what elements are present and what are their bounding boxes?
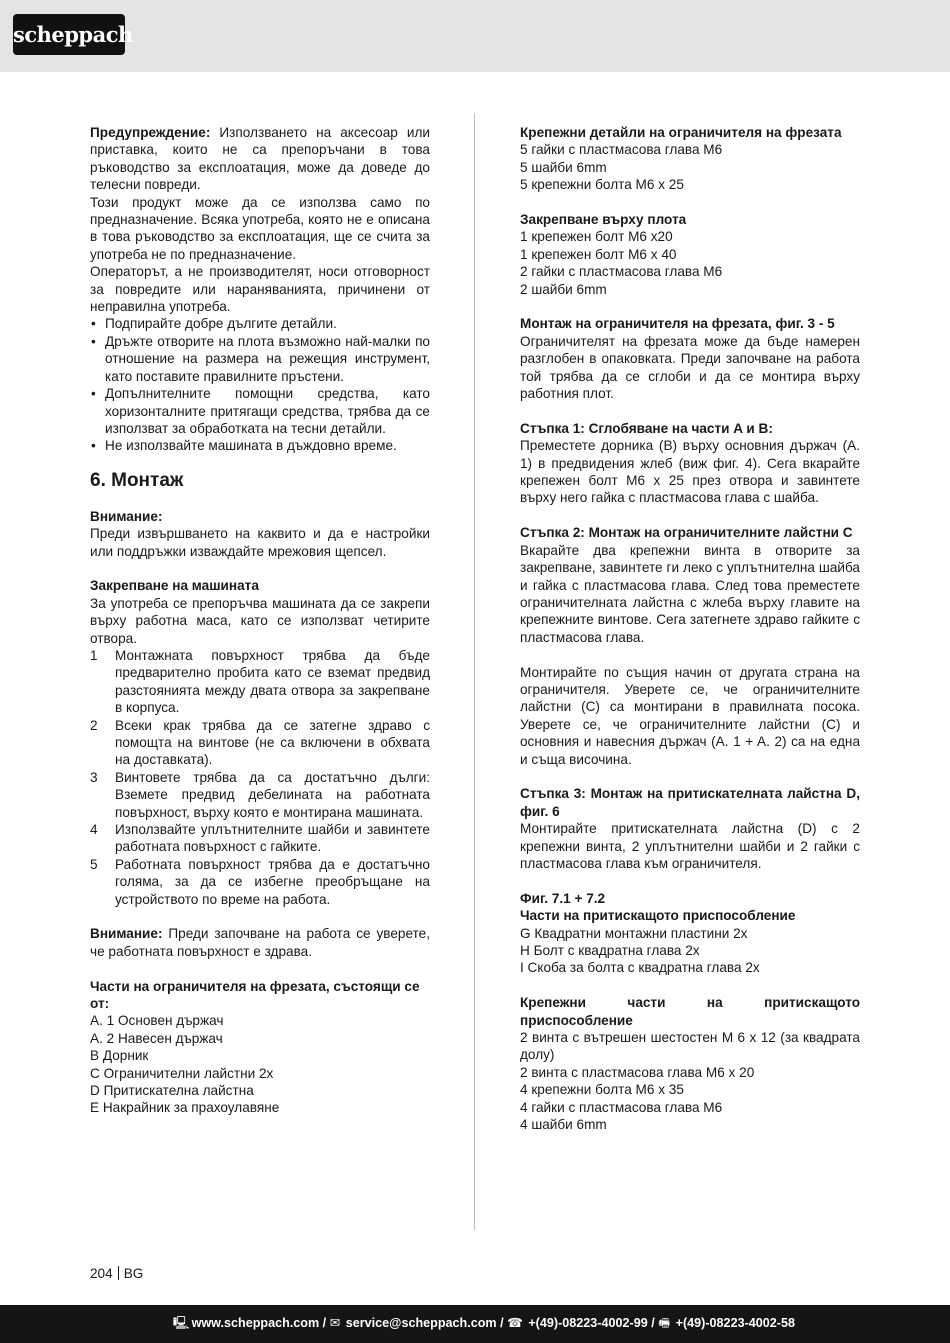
topfix-item: 2 гайки с пластмасова глава M6	[520, 264, 723, 280]
footer-separator: /	[496, 1316, 508, 1330]
topfix-title: Закрепване върху плота	[520, 212, 687, 228]
bullet-item: • Подпирайте добре дългите детайли.	[90, 315, 430, 332]
footer-separator: /	[647, 1316, 659, 1330]
warning-paragraph	[90, 124, 430, 194]
footer-contact-line	[173, 1315, 795, 1332]
step2-text-continued: Монтирайте по същия начин от другата страна на ограничителя. Уверете се, че ограничителните лайстни (C) са монтирани в правилната посока. Уверете се, че ограничителните лайстни (C) и основния и навесния държач (A. 1 + A. 2) са на една и съща височина.	[520, 664, 860, 767]
warning-label: Предупреждение:	[90, 125, 211, 140]
parts-item: D Притискателна лайстна	[90, 1083, 254, 1099]
attention2-paragraph	[90, 925, 430, 960]
press-fix-item: 2 винта с вътрешен шестостен M 6 x 12 (за квадрата долу)	[520, 1030, 860, 1063]
press-item: H Болт с квадратна глава 2x	[520, 942, 700, 958]
press-fix-item: 4 крепежни болта M6 x 35	[520, 1082, 684, 1098]
topfix-item: 1 крепежен болт M6 x20	[520, 229, 673, 245]
section-title: 6. Монтаж	[90, 469, 184, 491]
computer-icon: 🖳	[172, 1316, 190, 1330]
mount-text: Ограничителят на фрезата може да бъде намерен разглобен в опаковката. Преди започване на работа той трябва да се сглоби и да се монтира върху работния плот.	[520, 333, 860, 402]
press-fix-item: 2 винта с пластмасова глава M6 x 20	[520, 1064, 755, 1080]
step-number: 3	[90, 769, 98, 785]
parts-item: E Накрайник за прахоулавяне	[90, 1100, 280, 1116]
step-number: 4	[90, 822, 98, 838]
step3-text: Монтирайте притискателната лайстна (D) с 2 крепежни винта, 2 уплътнителни шайби и 2 гайки с пластмасова глава към ограничителя.	[520, 821, 860, 871]
press-fix-item: 4 шайби 6mm	[520, 1117, 607, 1133]
parts-item: C Ограничителни лайстни 2x	[90, 1065, 274, 1081]
footer-email[interactable]: service@scheppach.com	[345, 1316, 497, 1330]
parts-item: B Дорник	[90, 1048, 149, 1064]
figure-title: Фиг. 7.1 + 7.2	[520, 890, 606, 906]
footer-fax: +(49)-08223-4002-58	[675, 1316, 795, 1330]
step-item	[90, 647, 430, 717]
attention2-text: Преди започване на работа се уверете, че работната повърхност е здрава.	[90, 926, 430, 959]
fixing-text: За употреба се препоръчва машината да се закрепи върху работна маса, като се използват четирите отвора.	[90, 595, 430, 646]
step-number: 2	[90, 717, 98, 733]
parts-item: A. 2 Навесен държач	[90, 1030, 223, 1046]
topfix-item: 2 шайби 6mm	[520, 281, 607, 297]
footer-separator: /	[319, 1316, 330, 1330]
scheppach-logo: scheppach	[13, 14, 125, 55]
step-number: 5	[90, 856, 98, 872]
page-number	[90, 1265, 143, 1282]
page-number-value: 204	[90, 1266, 113, 1281]
footer-phone: +(49)-08223-4002-99	[528, 1316, 648, 1330]
attention-label: Внимание:	[90, 508, 163, 524]
fixing-title: Закрепване на машината	[90, 578, 259, 594]
footer-website[interactable]: www.scheppach.com	[191, 1316, 320, 1330]
press-item: I Скоба за болта с квадратна глава 2x	[520, 960, 760, 976]
step-text: Всеки крак трябва да се затегне здраво с помощта на винтове (не са включени в обхвата на доставката).	[115, 717, 430, 768]
step1-text: Преместете дорника (B) върху основния държач (A. 1) в предвидения жлеб (виж фиг. 4). Сега вкарайте крепежен болт M6 x 25 през отвора и завинтете върху него гайка с пластмасова глава с шайба.	[520, 438, 860, 506]
step2-title: Стъпка 2: Монтаж на ограничителните лайстни C	[520, 525, 853, 541]
footer-bar	[0, 1305, 950, 1343]
warning-text: Използването на аксесоар или приставка, които не са препоръчани в това ръководство за експлоатация, може да доведе до телесни повреди.	[90, 125, 430, 193]
mail-icon: ✉	[329, 1316, 341, 1330]
bullet-item: • Допълнителните помощни средства, като хоризонталните притягащи средства, трябва да се използват за обработката на тесни детайли.	[90, 385, 430, 437]
step3-title: Стъпка 3: Монтаж на притискателната лайстна D, фиг. 6	[520, 786, 860, 819]
parts-item: A. 1 Основен държач	[90, 1013, 224, 1029]
step-number: 1	[90, 647, 98, 663]
fasteners-item: 5 шайби 6mm	[520, 159, 607, 175]
mount-title: Монтаж на ограничителя на фрезата, фиг. 3 - 5	[520, 316, 835, 332]
press-fix-title: Крепежни части на притискащото приспособление	[520, 995, 860, 1028]
page-language: BG	[123, 1266, 144, 1281]
step2-text: Вкарайте два крепежни винта в отворите за закрепване, завинтете ги леко с уплътнителна шайба и гайка с пластмасова глава. След това преместете ограничителната лайстна с жлеба върху главите на крепежните винтове. Сега затегнете здраво гайките с пластмасова глава.	[520, 542, 860, 645]
left-column	[90, 124, 430, 1117]
parts-title: Части на ограничителя на фрезата, състоящи се от:	[90, 978, 420, 1012]
operator-paragraph: Операторът, а не производителят, носи отговорност за повредите или нараняванията, причинени от неправилна употреба.	[90, 264, 430, 315]
intended-use-paragraph: Този продукт може да се използва само по предназначение. Всяка употреба, която не е описана в това ръководство за експлоатация, ще се счита за употреба не по предназначение.	[90, 194, 430, 262]
fasteners-item: 5 гайки с пластмасова глава M6	[520, 142, 723, 158]
step-item	[90, 821, 430, 856]
fax-icon: 🖷	[658, 1316, 671, 1330]
fasteners-title: Крепежни детайли на ограничителя на фрезата	[520, 125, 842, 140]
step-item	[90, 717, 430, 769]
page-number-separator	[118, 1266, 119, 1280]
press-fix-item: 4 гайки с пластмасова глава M6	[520, 1099, 723, 1115]
step-text: Монтажната повърхност трябва да бъде предварително пробита като се вземат предвид разстоянията между двата отвора за закрепване в корпуса.	[115, 647, 430, 716]
step-text: Работната повърхност трябва да е достатъчно голяма, за да се избегне преобръщане на устройството по време на работа.	[115, 856, 430, 907]
step1-title: Стъпка 1: Сглобяване на части A и B:	[520, 420, 773, 436]
step-text: Използвайте уплътнителните шайби и завинтете работната повърхност с гайките.	[115, 822, 430, 855]
step-text: Винтовете трябва да са достатъчно дълги: Вземете предвид дебелината на работната повърхност, върху която е монтирана машината.	[115, 769, 430, 820]
right-column	[520, 124, 860, 1133]
column-divider	[474, 113, 475, 1230]
topfix-item: 1 крепежен болт M6 x 40	[520, 246, 677, 262]
press-title: Части на притискащото приспособление	[520, 908, 796, 924]
press-item: G Квадратни монтажни пластини 2x	[520, 925, 748, 941]
attention-text: Преди извършването на каквито и да е настройки или поддръжки изваждайте мрежовия щепсел.	[90, 526, 430, 559]
step-item	[90, 769, 430, 821]
fasteners-item: 5 крепежни болта M6 x 25	[520, 177, 684, 193]
step-item	[90, 856, 430, 908]
phone-icon: ☎	[507, 1316, 523, 1330]
bullet-item: • Не използвайте машината в дъждовно време.	[90, 437, 430, 454]
attention2-label: Внимание:	[90, 926, 163, 942]
bullet-item: • Дръжте отворите на плота възможно най-малки по отношение на размера на режещия инструмент, като поставите правилните пръстени.	[90, 333, 430, 385]
header-band	[0, 0, 950, 72]
